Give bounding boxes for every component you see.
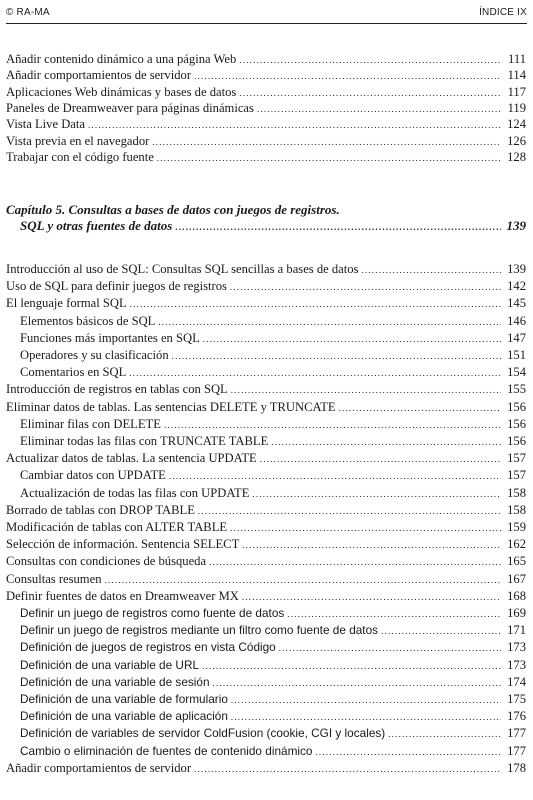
toc-entry bbox=[6, 416, 526, 432]
toc-page-number: 139 bbox=[507, 262, 526, 276]
toc-entry bbox=[6, 743, 526, 759]
toc-page-number: 156 bbox=[507, 434, 526, 448]
toc-entry bbox=[6, 519, 526, 535]
running-title: ÍNDICE IX bbox=[479, 7, 527, 18]
dot-leader bbox=[231, 709, 501, 725]
toc-entry bbox=[6, 330, 526, 346]
dot-leader bbox=[88, 117, 501, 133]
toc-page-number: 173 bbox=[507, 657, 526, 672]
dot-leader bbox=[164, 417, 501, 433]
toc-entry bbox=[6, 485, 526, 501]
toc-page-number: 175 bbox=[507, 692, 526, 706]
toc-entry-title: Añadir comportamientos de servidor bbox=[6, 760, 192, 775]
toc-page-number: 142 bbox=[507, 279, 526, 294]
toc-entry-title: Definir un juego de registros como fuente de datos bbox=[20, 606, 285, 620]
dot-leader bbox=[230, 279, 501, 295]
toc-entry bbox=[6, 84, 526, 100]
toc-entry-title: Vista Live Data bbox=[6, 117, 85, 132]
toc-entry-title: Trabajar con el código fuente bbox=[6, 149, 154, 164]
toc-entry bbox=[6, 133, 526, 149]
toc-entry-title: Definir fuentes de datos en Dreamweaver MX bbox=[6, 588, 239, 603]
toc-page-number: 124 bbox=[507, 117, 526, 132]
toc-entry bbox=[6, 313, 526, 329]
dot-leader bbox=[242, 537, 501, 553]
toc-page-number: 178 bbox=[507, 760, 526, 775]
toc-page-number: 156 bbox=[507, 399, 526, 414]
toc-entry-title: Consultas resumen bbox=[6, 571, 102, 586]
dot-leader bbox=[203, 331, 501, 347]
chapter-title-line1: Capítulo 5. Consultas a bases de datos con juegos de registros. bbox=[6, 202, 340, 217]
toc-page-number: 167 bbox=[507, 571, 526, 586]
toc-page-number: 126 bbox=[507, 133, 526, 148]
toc-entry-title: Eliminar todas las filas con TRUNCATE TABLE bbox=[20, 434, 269, 448]
dot-leader bbox=[339, 400, 501, 416]
toc-entry-title: Introducción al uso de SQL: Consultas SQL sencillas a bases de datos bbox=[6, 262, 359, 276]
dot-leader bbox=[129, 365, 501, 381]
copyright-label: © RA-MA bbox=[6, 7, 50, 18]
dot-leader bbox=[152, 134, 501, 150]
toc-entry-title: Definir un juego de registros mediante un filtro como fuente de datos bbox=[20, 623, 379, 638]
toc-page-number: 145 bbox=[507, 296, 526, 311]
toc-entry-title: Cambio o eliminación de fuentes de contenido dinámico bbox=[20, 743, 313, 758]
toc-page-number: 114 bbox=[507, 68, 526, 83]
dot-leader bbox=[158, 314, 501, 330]
toc-entry-title: Definición de una variable de URL bbox=[20, 657, 200, 672]
toc-entry bbox=[6, 67, 526, 83]
toc-entry bbox=[6, 571, 526, 587]
toc-entry bbox=[6, 295, 526, 311]
toc-entry bbox=[6, 261, 526, 277]
toc-entry-title: Definición de una variable de aplicación bbox=[20, 709, 228, 724]
toc-page-number: 157 bbox=[507, 468, 526, 483]
toc-entry-title: Definición de una variable de sesión bbox=[20, 674, 210, 689]
dot-leader bbox=[230, 520, 501, 536]
toc-entry bbox=[6, 381, 526, 397]
dot-leader bbox=[194, 68, 501, 84]
toc-entry-title: Borrado de tablas con DROP TABLE bbox=[6, 502, 195, 517]
toc-page-number: 174 bbox=[507, 674, 526, 689]
dot-leader bbox=[198, 503, 501, 519]
dot-leader bbox=[381, 623, 501, 639]
toc-page-number: 176 bbox=[507, 709, 526, 724]
toc-entry bbox=[6, 467, 526, 483]
toc-entry bbox=[6, 51, 526, 67]
toc-page-number: 154 bbox=[507, 365, 526, 380]
dot-leader bbox=[105, 572, 502, 588]
toc-entry-title: Eliminar datos de tablas. Las sentencias DELETE y TRUNCATE bbox=[6, 399, 336, 414]
dot-leader bbox=[239, 52, 501, 68]
toc-page-number: 165 bbox=[507, 554, 526, 569]
toc-page-number: 151 bbox=[507, 348, 526, 362]
toc-entry-title: Definición de variables de servidor ColdFusion (cookie, CGI y locales) bbox=[20, 726, 386, 741]
toc-entry bbox=[6, 536, 526, 552]
toc-page-number: 157 bbox=[507, 451, 526, 466]
toc-entry-title: Comentarios en SQL bbox=[20, 365, 127, 380]
dot-leader bbox=[242, 589, 501, 605]
toc-entry-title: Aplicaciones Web dinámicas y bases de datos bbox=[6, 84, 237, 99]
toc-entry bbox=[6, 725, 526, 741]
toc-entry-title: Operadores y su clasificación bbox=[20, 348, 169, 362]
toc-page-number: 155 bbox=[507, 382, 526, 397]
toc-entry-title: Consultas con condiciones de búsqueda bbox=[6, 554, 207, 569]
dot-leader bbox=[257, 101, 501, 117]
toc-entry bbox=[6, 622, 526, 638]
toc-entry bbox=[6, 674, 526, 690]
header-rule bbox=[6, 23, 527, 24]
toc-entry-title: Actualización de todas las filas con UPDATE bbox=[20, 485, 250, 500]
toc-page-number: 169 bbox=[507, 606, 526, 620]
toc-page-number: 158 bbox=[507, 502, 526, 517]
dot-leader bbox=[239, 85, 501, 101]
toc-page-number: 128 bbox=[507, 149, 526, 164]
toc-entry bbox=[6, 450, 526, 466]
chapter-title-line2: SQL y otras fuentes de datos bbox=[20, 218, 173, 233]
page-header bbox=[6, 7, 527, 23]
toc-page-number: 168 bbox=[507, 588, 526, 603]
toc-page-number: 171 bbox=[507, 623, 526, 638]
toc-page-number: 177 bbox=[507, 726, 526, 741]
toc-page-number: 119 bbox=[507, 100, 526, 115]
dot-leader bbox=[194, 761, 501, 777]
toc-page-number: 156 bbox=[507, 416, 526, 431]
toc-entry-title: Cambiar datos con UPDATE bbox=[20, 468, 166, 483]
dot-leader bbox=[315, 744, 501, 760]
chapter-title-row2 bbox=[20, 218, 526, 235]
toc-entry bbox=[6, 116, 526, 132]
toc-entry-title: Eliminar filas con DELETE bbox=[20, 416, 161, 431]
dot-leader bbox=[130, 296, 501, 312]
dot-leader bbox=[279, 640, 501, 656]
dot-leader bbox=[252, 486, 501, 502]
toc-page-number: 158 bbox=[507, 485, 526, 500]
toc-entry-title: Selección de información. Sentencia SELECT bbox=[6, 537, 240, 552]
dot-leader bbox=[169, 468, 501, 484]
dot-leader bbox=[175, 219, 501, 235]
toc-entry bbox=[6, 149, 526, 165]
toc-entry-title: Paneles de Dreamweaver para páginas dinámicas bbox=[6, 100, 254, 115]
dot-leader bbox=[202, 658, 501, 674]
dot-leader bbox=[361, 262, 501, 278]
toc-entry bbox=[6, 278, 526, 294]
toc-entry bbox=[6, 399, 526, 415]
toc-entry bbox=[6, 588, 526, 604]
toc-entry-title: Elementos básicos de SQL bbox=[20, 313, 156, 328]
dot-leader bbox=[172, 348, 501, 364]
dot-leader bbox=[213, 675, 501, 691]
dot-leader bbox=[260, 451, 501, 467]
toc-page-number: 162 bbox=[507, 537, 526, 552]
dot-leader bbox=[287, 606, 501, 622]
dot-leader bbox=[209, 554, 501, 570]
toc-entry-title: Añadir comportamientos de servidor bbox=[6, 68, 192, 83]
dot-leader bbox=[157, 150, 501, 166]
toc-entry bbox=[6, 433, 526, 449]
toc-entry bbox=[6, 100, 526, 116]
toc-page-number: 177 bbox=[507, 743, 526, 758]
toc-entry bbox=[6, 639, 526, 655]
toc-entry bbox=[6, 364, 526, 380]
toc-entry-title: Añadir contenido dinámico a una página Web bbox=[6, 52, 237, 66]
toc-page-number: 173 bbox=[507, 640, 526, 655]
toc-entry bbox=[6, 347, 526, 363]
toc-entry-title: Introducción de registros en tablas con SQL bbox=[6, 382, 228, 397]
toc-entry-title: Definición de juegos de registros en vista Código bbox=[20, 640, 276, 655]
toc-entry bbox=[6, 657, 526, 673]
dot-leader bbox=[271, 434, 501, 450]
toc-page-number: 117 bbox=[507, 84, 526, 99]
toc-entry bbox=[6, 605, 526, 621]
dot-leader bbox=[231, 382, 501, 398]
toc-page-number: 159 bbox=[507, 520, 526, 534]
toc-entry-title: Vista previa en el navegador bbox=[6, 133, 150, 148]
toc-entry-title: Modificación de tablas con ALTER TABLE bbox=[6, 520, 228, 534]
toc-entry-title: Funciones más importantes en SQL bbox=[20, 330, 200, 345]
toc-entry-title: El lenguaje formal SQL bbox=[6, 296, 127, 311]
toc-page-number: 147 bbox=[507, 330, 526, 345]
toc-page-number: 111 bbox=[508, 52, 526, 66]
dot-leader bbox=[231, 692, 501, 708]
toc-entry-title: Definición de una variable de formulario bbox=[20, 692, 228, 706]
toc-page-number: 146 bbox=[507, 313, 526, 328]
toc-entry-title: Uso de SQL para definir juegos de registros bbox=[6, 279, 227, 294]
chapter-page-number: 139 bbox=[506, 218, 526, 233]
toc-entry bbox=[6, 708, 526, 724]
toc-entry bbox=[6, 502, 526, 518]
dot-leader bbox=[388, 726, 501, 742]
toc-entry bbox=[6, 760, 526, 776]
toc-entry bbox=[6, 691, 526, 707]
toc-entry-title: Actualizar datos de tablas. La sentencia UPDATE bbox=[6, 451, 257, 466]
toc-entry bbox=[6, 553, 526, 569]
